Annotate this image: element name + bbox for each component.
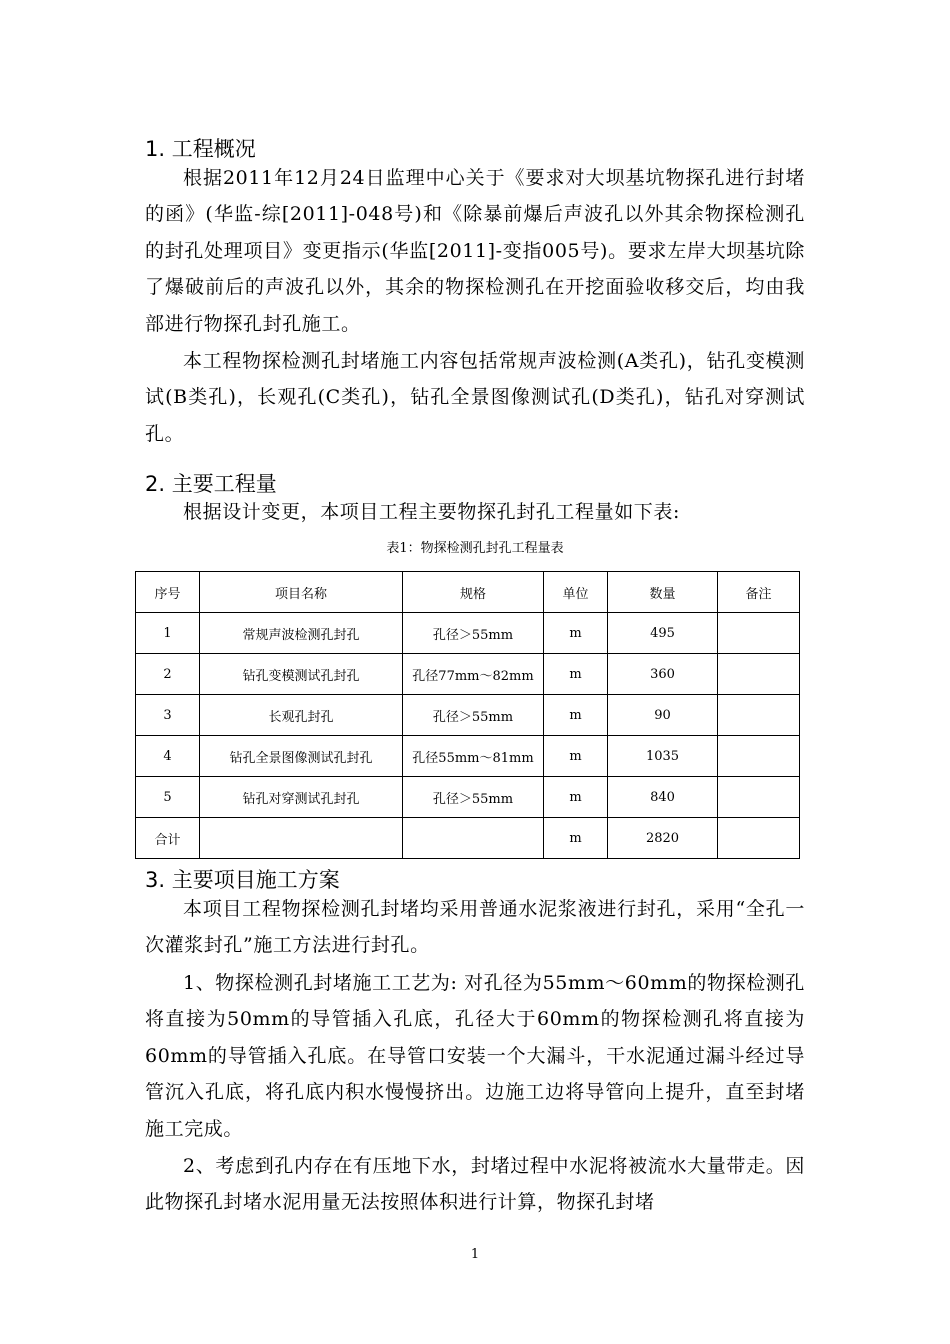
table-cell: m bbox=[544, 695, 608, 736]
table-cell bbox=[200, 818, 403, 859]
header-cell: 规格 bbox=[403, 572, 544, 613]
header-cell: 单位 bbox=[544, 572, 608, 613]
table-cell: 90 bbox=[608, 695, 718, 736]
table-cell bbox=[718, 818, 800, 859]
table-cell: 孔径＞55mm bbox=[403, 613, 544, 654]
table-cell bbox=[718, 777, 800, 818]
page-number: 1 bbox=[470, 1247, 480, 1262]
table-cell bbox=[718, 613, 800, 654]
header-cell: 项目名称 bbox=[200, 572, 403, 613]
table-cell: 孔径＞55mm bbox=[403, 777, 544, 818]
table-cell: 1 bbox=[136, 613, 200, 654]
table-cell bbox=[403, 818, 544, 859]
table-total-row bbox=[136, 818, 800, 859]
section-3-paragraph-1: 本项目工程物探检测孔封堵均采用普通水泥浆液进行封孔，采用“全孔一次灌浆封孔”施工方法进行封孔。 bbox=[145, 898, 805, 957]
table-cell: 孔径77mm～82mm bbox=[403, 654, 544, 695]
header-cell: 数量 bbox=[608, 572, 718, 613]
section-2-paragraph-1: 根据设计变更，本项目工程主要物探孔封孔工程量如下表: bbox=[183, 501, 681, 523]
table-cell: m bbox=[544, 736, 608, 777]
table-cell: 2820 bbox=[608, 818, 718, 859]
table-cell: 钻孔全景图像测试孔封孔 bbox=[200, 736, 403, 777]
table-cell: m bbox=[544, 613, 608, 654]
table-cell: 合计 bbox=[136, 818, 200, 859]
table-cell: 5 bbox=[136, 777, 200, 818]
table-cell: 常规声波检测孔封孔 bbox=[200, 613, 403, 654]
table-cell: 3 bbox=[136, 695, 200, 736]
table-cell: 840 bbox=[608, 777, 718, 818]
quantity-table bbox=[135, 571, 800, 859]
table-cell: 1035 bbox=[608, 736, 718, 777]
table-row bbox=[136, 736, 800, 777]
table-header-row bbox=[136, 572, 800, 613]
table-cell: 495 bbox=[608, 613, 718, 654]
table-cell bbox=[718, 695, 800, 736]
table-cell: 钻孔变模测试孔封孔 bbox=[200, 654, 403, 695]
section-3-paragraph-3: 2、考虑到孔内存在有压地下水，封堵过程中水泥将被流水大量带走。因此物探孔封堵水泥用量无法按照体积进行计算，物探孔封堵 bbox=[145, 1155, 805, 1214]
table-row bbox=[136, 777, 800, 818]
table-row bbox=[136, 654, 800, 695]
table-cell: m bbox=[544, 654, 608, 695]
table-cell: m bbox=[544, 777, 608, 818]
table-cell: 孔径55mm～81mm bbox=[403, 736, 544, 777]
section-3-paragraph-2: 1、物探检测孔封堵施工工艺为: 对孔径为55mm～60mm的物探检测孔将直接为50mm的导管插入孔底，孔径大于60mm的物探检测孔将直接为60mm的导管插入孔底。在导管口安装一个大漏斗，干水泥通过漏斗经过导管沉入孔底，将孔底内积水慢慢挤出。边施工边将导管向上提升，直至封堵施工完成。 bbox=[145, 972, 805, 1140]
section-1-paragraph-1: 根据2011年12月24日监理中心关于《要求对大坝基坑物探孔进行封堵的函》(华监-综[2011]-048号)和《除暴前爆后声波孔以外其余物探检测孔的封孔处理项目》变更指示(华监[2011]-变指005号)。要求左岸大坝基坑除了爆破前后的声波孔以外，其余的物探检测孔在开挖面验收移交后，均由我部进行物探孔封孔施工。 bbox=[145, 167, 805, 335]
table-cell bbox=[718, 736, 800, 777]
header-cell: 序号 bbox=[136, 572, 200, 613]
table-cell: m bbox=[544, 818, 608, 859]
table-row bbox=[136, 695, 800, 736]
header-cell: 备注 bbox=[718, 572, 800, 613]
table-cell: 4 bbox=[136, 736, 200, 777]
table-row bbox=[136, 613, 800, 654]
section-2-heading: 2. 主要工程量 bbox=[145, 472, 277, 496]
table-cell: 2 bbox=[136, 654, 200, 695]
table-cell bbox=[718, 654, 800, 695]
section-1-heading: 1. 工程概况 bbox=[145, 137, 256, 161]
table-cell: 360 bbox=[608, 654, 718, 695]
section-3-heading: 3. 主要项目施工方案 bbox=[145, 868, 340, 892]
table-caption: 表1：物探检测孔封孔工程量表 bbox=[386, 541, 564, 556]
table-cell: 孔径＞55mm bbox=[403, 695, 544, 736]
table-cell: 钻孔对穿测试孔封孔 bbox=[200, 777, 403, 818]
section-1-paragraph-2: 本工程物探检测孔封堵施工内容包括常规声波检测(A类孔)，钻孔变模测试(B类孔)，长观孔(C类孔)，钻孔全景图像测试孔(D类孔)，钻孔对穿测试孔。 bbox=[145, 350, 805, 445]
table-cell: 长观孔封孔 bbox=[200, 695, 403, 736]
